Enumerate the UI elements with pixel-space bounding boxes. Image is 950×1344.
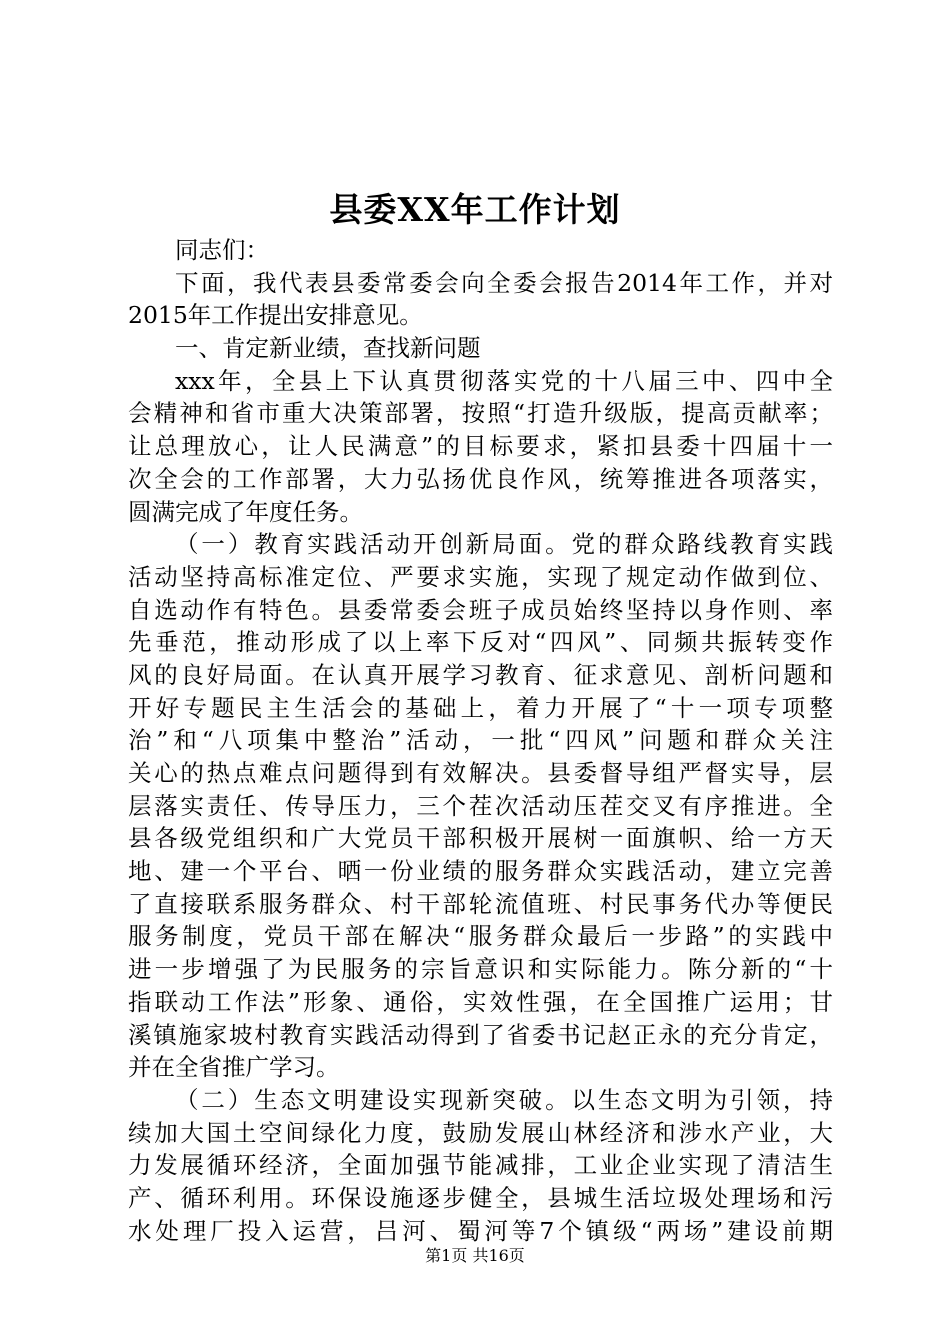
body-line: （二）生态文明建设实现新突破。以生态文明为引领，持 <box>175 1085 833 1114</box>
body-line: 关心的热点难点问题得到有效解决。县委督导组严督实导，层 <box>128 759 833 787</box>
page-footer: 第1页 共16页 <box>425 1246 525 1265</box>
body-line: 2015年工作提出安排意见。 <box>128 301 423 330</box>
body-line: 并在全省推广学习。 <box>128 1053 340 1082</box>
body-line: 指联动工作法”形象、通俗，实效性强，在全国推广运用；甘 <box>128 987 833 1016</box>
body-line: 风的良好局面。在认真开展学习教育、征求意见、剖析问题和 <box>128 660 833 689</box>
body-line: 活动坚持高标准定位、严要求实施，实现了规定动作做到位、 <box>128 562 833 591</box>
document-body <box>128 234 833 1247</box>
body-line: （一）教育实践活动开创新局面。党的群众路线教育实践 <box>175 530 833 559</box>
body-line: 开好专题民主生活会的基础上，着力开展了“十一项专项整 <box>128 693 833 722</box>
body-line: 力发展循环经济，全面加强节能减排，工业企业实现了清洁生 <box>128 1151 833 1180</box>
body-line: 进一步增强了为民服务的宗旨意识和实际能力。陈分新的“十 <box>128 955 833 984</box>
body-line: 下面，我代表县委常委会向全委会报告2014年工作，并对 <box>175 268 833 297</box>
body-line: 地、建一个平台、晒一份业绩的服务群众实践活动，建立完善 <box>128 857 833 886</box>
body-line: 了直接联系服务群众、村干部轮流值班、村民事务代办等便民 <box>128 889 833 918</box>
body-line: 先垂范，推动形成了以上率下反对“四风”、同频共振转变作 <box>128 628 833 657</box>
body-line: 自选动作有特色。县委常委会班子成员始终坚持以身作则、率 <box>128 595 833 624</box>
body-line: 产、循环利用。环保设施逐步健全，县城生活垃圾处理场和污 <box>128 1183 833 1212</box>
body-line: xxx年，全县上下认真贯彻落实党的十八届三中、四中全 <box>175 366 833 395</box>
body-line: 一、肯定新业绩，查找新问题 <box>175 334 481 363</box>
body-line: 会精神和省市重大决策部署，按照“打造升级版，提高贡献率； <box>128 399 833 428</box>
body-line: 层落实责任、传导压力，三个茬次活动压茬交叉有序推进。全 <box>128 791 833 820</box>
body-line: 县各级党组织和广大党员干部积极开展树一面旗帜、给一方天 <box>128 824 833 853</box>
body-line: 服务制度，党员干部在解决“服务群众最后一步路”的实践中 <box>128 922 833 951</box>
body-line: 同志们： <box>175 236 269 264</box>
body-line: 圆满完成了年度任务。 <box>128 497 363 526</box>
document-title: 县委XX年工作计划 <box>329 190 621 229</box>
body-line: 次全会的工作部署，大力弘扬优良作风，统筹推进各项落实， <box>128 464 833 493</box>
body-line: 溪镇施家坡村教育实践活动得到了省委书记赵正永的充分肯定， <box>128 1020 833 1049</box>
body-line: 治”和“八项集中整治”活动，一批“四风”问题和群众关注 <box>128 726 833 755</box>
body-line: 水处理厂投入运营，吕河、蜀河等7个镇级“两场”建设前期 <box>128 1216 833 1245</box>
body-line: 续加大国土空间绿化力度，鼓励发展山林经济和涉水产业，大 <box>128 1118 833 1147</box>
body-line: 让总理放心，让人民满意”的目标要求，紧扣县委十四届十一 <box>128 432 833 461</box>
